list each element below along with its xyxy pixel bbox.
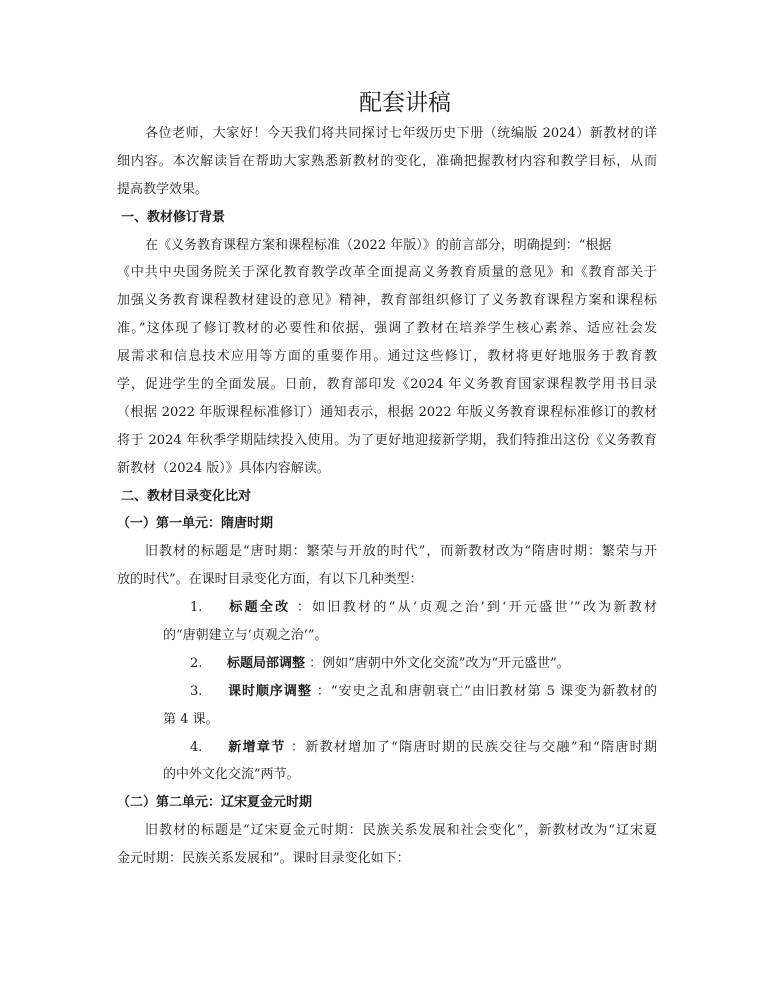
- intro-line: 细内容。本次解读旨在帮助大家熟悉新教材的变化，准确把握教材内容和教学目标，从而: [117, 153, 657, 169]
- paragraph-line: 加强义务教育课程教材建设的意见》精神，教育部组织修订了义务教育课程方案和课程标: [117, 293, 657, 309]
- paragraph-line: 放的时代”。在课时目录变化方面，有以下几种类型：: [117, 572, 423, 588]
- list-number: 2.: [190, 655, 203, 671]
- paragraph-line: 学，促进学生的全面发展。日前，教育部印发《2024 年义务教育国家课程教学用书目录: [117, 377, 657, 393]
- paragraph-line: 在《义务教育课程方案和课程标准（2022 年版）》的前言部分，明确提到：“根据: [145, 237, 612, 253]
- list-label: 新增章节: [227, 739, 286, 755]
- list-item-continuation: 的中外文化交流”两节。: [163, 767, 300, 783]
- subsection-heading-unit-2: （二）第二单元：辽宋夏金元时期: [117, 795, 313, 811]
- list-label: 课时顺序调整: [227, 683, 312, 699]
- paragraph-line: 旧教材的标题是“辽宋夏金元时期：民族关系发展和社会变化”，新教材改为“辽宋夏: [145, 823, 657, 839]
- list-item-continuation: 的“唐朝建立与‘贞观之治’”。: [163, 628, 328, 644]
- list-item-continuation: 第 4 课。: [163, 711, 219, 727]
- list-text: ：如旧教材的“从‘贞观之治’到‘开元盛世’”改为新教材: [290, 600, 657, 616]
- paragraph-line: 将于 2024 年秋季学期陆续投入使用。为了更好地迎接新学期，我们特推出这份《义务教育: [117, 432, 657, 448]
- paragraph-line: 展需求和信息技术应用等方面的重要作用。通过这些修订，教材将更好地服务于教育教: [117, 349, 657, 365]
- list-text: ：例如“唐朝中外文化交流”改为“开元盛世”。: [305, 655, 570, 671]
- paragraph-line: 《中共中央国务院关于深化教育教学改革全面提高义务教育质量的意见》和《教育部关于: [117, 265, 657, 281]
- paragraph-line: 旧教材的标题是“唐时期：繁荣与开放的时代”，而新教材改为“隋唐时期：繁荣与开: [145, 544, 657, 560]
- list-item: [117, 678, 657, 706]
- section-heading-revision-background: 一、教材修订背景: [121, 209, 226, 225]
- intro-line: 各位老师，大家好！今天我们将共同探讨七年级历史下册（统编版 2024）新教材的详: [145, 126, 657, 141]
- list-label: 标题全改: [227, 600, 291, 616]
- intro-line: 提高教学效果。: [117, 181, 209, 197]
- list-number: 1.: [190, 600, 203, 616]
- list-item: [117, 594, 657, 622]
- list-label: 标题局部调整: [227, 655, 306, 671]
- paragraph-line: 准。”这体现了修订教材的必要性和依据，强调了教材在培养学生核心素养、适应社会发: [117, 321, 657, 337]
- page-title: 配套讲稿: [359, 90, 451, 116]
- section-heading-catalog-comparison: 二、教材目录变化比对: [121, 488, 252, 504]
- list-item: [117, 734, 657, 762]
- list-number: 4.: [190, 739, 203, 755]
- paragraph-line: （根据 2022 年版课程标准修订）通知表示，根据 2022 年版义务教育课程标准修订的教材: [117, 404, 657, 420]
- list-text: ：新教材增加了“隋唐时期的民族交往与交融”和“隋唐时期: [285, 739, 657, 755]
- list-item: [117, 650, 657, 678]
- document-body: [117, 120, 657, 873]
- list-number: 3.: [190, 683, 203, 699]
- list-text: ：“安史之乱和唐朝衰亡”由旧教材第 5 课变为新教材的: [311, 683, 657, 699]
- subsection-heading-unit-1: （一）第一单元：隋唐时期: [117, 516, 274, 532]
- paragraph-line: 金元时期：民族关系发展和”。课时目录变化如下：: [117, 851, 410, 867]
- paragraph-line: 新教材（2024 版）》具体内容解读。: [117, 460, 330, 476]
